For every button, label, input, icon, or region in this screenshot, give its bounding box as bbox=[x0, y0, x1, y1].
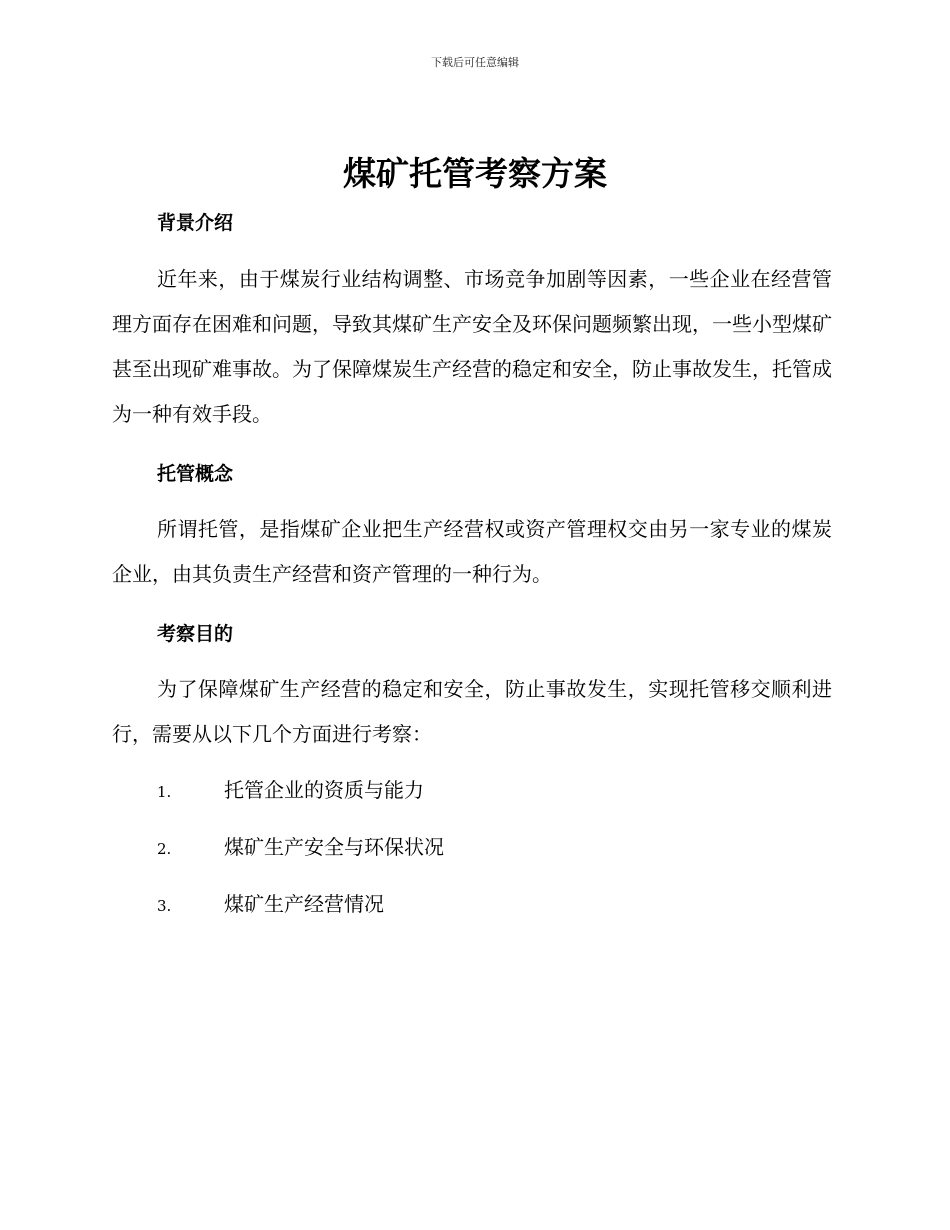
section-body-concept: 所谓托管，是指煤矿企业把生产经营权或资产管理权交由另一家专业的煤炭企业，由其负责生产经营和资产管理的一种行为。 bbox=[112, 517, 832, 586]
list-item-text: 煤矿生产经营情况 bbox=[224, 892, 384, 916]
section-body-background: 近年来，由于煤炭行业结构调整、市场竞争加剧等因素，一些企业在经营管理方面存在困难和问题，导致其煤矿生产安全及环保问题频繁出现，一些小型煤矿甚至出现矿难事故。为了保障煤炭生产经营的稳定和安全，防止事故发生，托管成为一种有效手段。 bbox=[112, 267, 832, 426]
section-heading-concept: 托管概念 bbox=[157, 463, 234, 485]
section-body-purpose: 为了保障煤矿生产经营的稳定和安全，防止事故发生，实现托管移交顺利进行，需要从以下几个方面进行考察： bbox=[112, 677, 832, 746]
header-note: 下载后可任意编辑 bbox=[431, 56, 519, 69]
document-title: 煤矿托管考察方案 bbox=[343, 154, 607, 193]
list-item-number: 3. bbox=[157, 897, 172, 915]
list-item-number: 2. bbox=[157, 840, 172, 858]
list-item-text: 托管企业的资质与能力 bbox=[224, 778, 424, 802]
section-heading-background: 背景介绍 bbox=[157, 212, 234, 234]
section-heading-purpose: 考察目的 bbox=[157, 623, 234, 645]
list-item-text: 煤矿生产安全与环保状况 bbox=[224, 835, 444, 859]
list-item-number: 1. bbox=[157, 783, 172, 801]
